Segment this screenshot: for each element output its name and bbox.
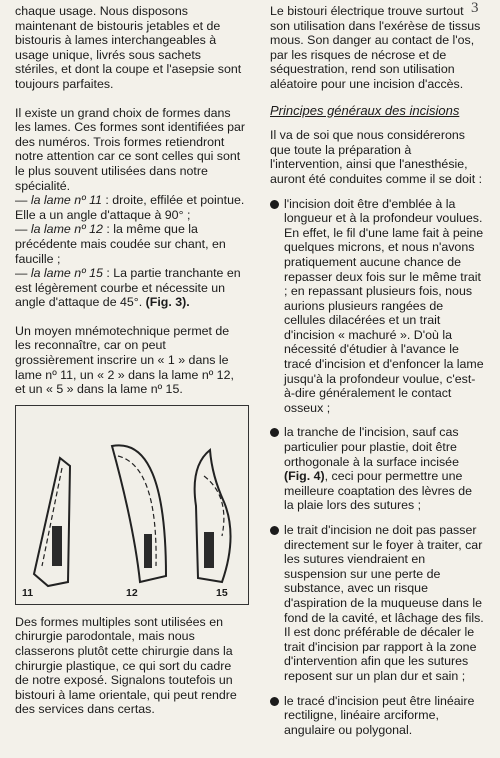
bullet-2-text-b: , ceci pour permettre une meilleure coaptation des lèvres de la plaie lors des sutures ; xyxy=(284,469,473,513)
blade-12-name: la lame nº 12 xyxy=(30,222,103,237)
page-number: 3 xyxy=(471,0,479,16)
left-paragraph-3: Un moyen mnémotechnique permet de les reconnaître, car on peut grossièrement inscrire un « 1 » dans le lame nº 11, un « 2 » dans la lame nº 12, et un « 5 » dans la lame nº 15. xyxy=(15,323,234,397)
blade-11-prefix: — xyxy=(15,193,31,208)
bullet-1-text: l'incision doit être d'emblée à la longueur et à la profondeur voulues. En effet, le fil d'une lame fait à peine quelques microns, et nous n'avons pratiquement aucune chance de repasser deux fois sur le même trait ; en repassant plusieurs fois, nous aurions plusieurs rangées de cellules dilacérées et un trait d'incision « machuré ». D'où la nécessité d'étudier à l'avance le tracé d'incision et d'enfoncer la lame jusqu'à la profondeur voulue, c'est-à-dire généralement le contact osseux ; xyxy=(284,196,484,415)
blade-12-drawing xyxy=(112,445,166,582)
bullet-item-1 xyxy=(270,197,485,416)
left-paragraph-2: Il existe un grand choix de formes dans les lames. Ces formes sont identifiées par des numéros. Trois formes retiendront notre attention car ce sont celles qui sont le plus souvent utilisées dans notre spécialité. xyxy=(15,105,246,193)
blade-15-name: la lame nº 15 xyxy=(30,266,103,281)
blade-11-drawing xyxy=(34,458,70,586)
bullet-dot-icon xyxy=(270,200,279,209)
blade-15-text: : La partie tranchante en est légèrement courbe et nécessite un angle d'attaque de 45°. xyxy=(15,266,241,310)
left-column xyxy=(15,4,247,717)
blade-15-prefix: — xyxy=(15,266,31,281)
blade-12-text: : la même que la précédente mais coudée sur chant, en faucille ; xyxy=(15,222,226,266)
bullet-item-4 xyxy=(270,694,485,738)
left-paragraph-1: chaque usage. Nous disposons maintenant de bistouris jetables et de bistouris à lames interchangeables à usage unique, livrés sous sachets stériles, et dont la coupe et l'asepsie sont toujours parfaites. xyxy=(15,4,242,91)
bullet-dot-icon xyxy=(270,697,279,706)
figure-3-reference: (Fig. 3). xyxy=(145,295,190,310)
blade-12-prefix: — xyxy=(15,222,31,237)
bullet-dot-icon xyxy=(270,428,279,437)
bullet-2-text-a: la tranche de l'incision, sauf cas particulier pour plastie, doit être orthogonale à la surface incisée xyxy=(284,425,459,469)
figure-label-15: 15 xyxy=(216,587,228,600)
figure-label-12: 12 xyxy=(126,587,138,600)
blade-illustrations xyxy=(16,406,248,604)
blade-11-name: la lame nº 11 xyxy=(30,193,102,208)
bullet-dot-icon xyxy=(270,526,279,535)
right-column xyxy=(270,4,485,737)
right-paragraph-2: Il va de soi que nous considérerons que toute la préparation à l'intervention, ainsi que l'anesthésie, auront été conduites comme il se doit : xyxy=(270,128,483,186)
bullet-item-3 xyxy=(270,523,485,684)
blade-12-item xyxy=(15,222,247,266)
blade-15-item xyxy=(15,266,247,310)
section-heading: Principes généraux des incisions xyxy=(270,102,460,118)
figure-label-11: 11 xyxy=(22,587,34,600)
figure-4-reference: (Fig. 4) xyxy=(284,469,325,484)
bullet-item-2 xyxy=(270,425,485,513)
right-paragraph-1: Le bistouri électrique trouve surtout son utilisation dans l'exérèse de tissus mous. Son danger au contact de l'os, par les risques de nécrose et de séquestration, rend son utilisation aléatoire pour une incision d'accès. xyxy=(270,4,481,91)
blade-11-item xyxy=(15,193,247,222)
bullet-3-text: le trait d'incision ne doit pas passer directement sur le foyer à traiter, car les sutures viendraient en suspension sur une perte de substance, avec un risque d'aspiration de la muqueuse dans le fond de la cavité, et lâchage des fils. Il est donc préférable de décaler le trait d'incision par rapport à la zone d'intervention afin que les sutures reposent sur un plan dur et sain ; xyxy=(284,523,484,683)
left-paragraph-4: Des formes multiples sont utilisées en chirurgie parodontale, mais nous classerons plutôt cette chirurgie dans la chirurgie plastique, ce qui sort du cadre de notre exposé. Signalons toutefois un bistouri à lame orientale, qui peut rendre des services dans certas. xyxy=(15,614,237,717)
blade-15-drawing xyxy=(195,450,231,582)
bullet-4-text: le tracé d'incision peut être linéaire rectiligne, linéaire arciforme, angulaire ou polygonal. xyxy=(284,693,475,737)
blade-11-text: : droite, effilée et pointue. Elle a un angle d'attaque à 90° ; xyxy=(15,193,245,222)
blade-figure xyxy=(15,405,249,605)
